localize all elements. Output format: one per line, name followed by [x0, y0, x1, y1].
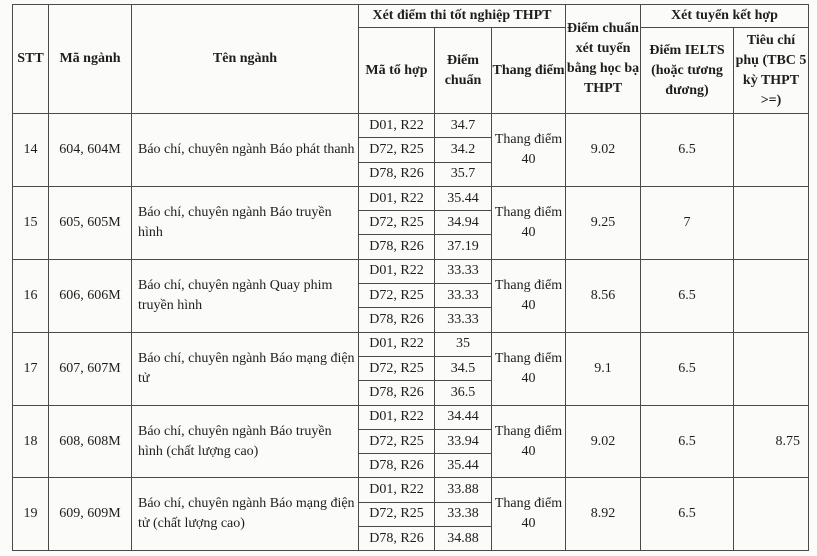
ten-nganh-cell: Báo chí, chuyên ngành Báo mạng điện tử (chất lượng cao) — [132, 478, 359, 551]
ma-to-hop-cell: D78, R26 — [359, 235, 435, 259]
ma-to-hop-cell: D01, R22 — [359, 186, 435, 210]
ma-nganh-cell: 609, 609M — [49, 478, 132, 551]
ielts-cell: 6.5 — [641, 259, 734, 332]
ma-nganh-cell: 604, 604M — [49, 114, 132, 187]
stt-cell: 14 — [13, 114, 49, 187]
thang-diem-cell: Thang điểm 40 — [492, 332, 566, 405]
diem-chuan-cell: 35.44 — [435, 454, 492, 478]
thang-diem-cell: Thang điểm 40 — [492, 405, 566, 478]
stt-cell: 17 — [13, 332, 49, 405]
ielts-cell: 7 — [641, 186, 734, 259]
header-group-thpt: Xét điểm thi tốt nghiệp THPT — [359, 5, 566, 28]
diem-chuan-cell: 33.94 — [435, 429, 492, 453]
diem-chuan-cell: 33.33 — [435, 308, 492, 332]
ma-to-hop-cell: D01, R22 — [359, 259, 435, 283]
diem-chuan-cell: 36.5 — [435, 381, 492, 405]
diem-chuan-cell: 33.38 — [435, 502, 492, 526]
ma-to-hop-cell: D01, R22 — [359, 114, 435, 138]
ma-to-hop-cell: D72, R25 — [359, 429, 435, 453]
hoc-ba-cell: 8.56 — [566, 259, 641, 332]
header-tieu-chi-phu: Tiêu chí phụ (TBC 5 kỳ THPT >=) — [734, 28, 809, 114]
tieu-chi-phu-cell — [734, 478, 809, 551]
header-ielts: Điểm IELTS (hoặc tương đương) — [641, 28, 734, 114]
ten-nganh-cell: Báo chí, chuyên ngành Báo mạng điện tử — [132, 332, 359, 405]
ten-nganh-cell: Báo chí, chuyên ngành Quay phim truyền hình — [132, 259, 359, 332]
stt-cell: 19 — [13, 478, 49, 551]
ma-to-hop-cell: D01, R22 — [359, 405, 435, 429]
tieu-chi-phu-cell — [734, 186, 809, 259]
table-row — [13, 332, 809, 356]
ten-nganh-cell: Báo chí, chuyên ngành Báo phát thanh — [132, 114, 359, 187]
tieu-chi-phu-cell — [734, 259, 809, 332]
diem-chuan-cell: 34.88 — [435, 527, 492, 551]
stt-cell: 18 — [13, 405, 49, 478]
table-row — [13, 478, 809, 502]
ielts-cell: 6.5 — [641, 405, 734, 478]
ma-to-hop-cell: D78, R26 — [359, 162, 435, 186]
ma-to-hop-cell: D72, R25 — [359, 356, 435, 380]
ma-to-hop-cell: D01, R22 — [359, 478, 435, 502]
diem-chuan-cell: 33.33 — [435, 259, 492, 283]
diem-chuan-cell: 34.44 — [435, 405, 492, 429]
ma-to-hop-cell: D78, R26 — [359, 308, 435, 332]
hoc-ba-cell: 9.02 — [566, 114, 641, 187]
ma-to-hop-cell: D78, R26 — [359, 454, 435, 478]
hoc-ba-cell: 8.92 — [566, 478, 641, 551]
ma-nganh-cell: 608, 608M — [49, 405, 132, 478]
tieu-chi-phu-cell: 8.75 — [734, 405, 809, 478]
ma-to-hop-cell: D72, R25 — [359, 284, 435, 308]
ma-to-hop-cell: D72, R25 — [359, 211, 435, 235]
stt-cell: 16 — [13, 259, 49, 332]
ielts-cell: 6.5 — [641, 332, 734, 405]
diem-chuan-cell: 35.44 — [435, 186, 492, 210]
ma-to-hop-cell: D78, R26 — [359, 527, 435, 551]
thang-diem-cell: Thang điểm 40 — [492, 478, 566, 551]
header-thang-diem: Thang điểm — [492, 28, 566, 114]
header-ten-nganh: Tên ngành — [132, 5, 359, 114]
thang-diem-cell: Thang điểm 40 — [492, 259, 566, 332]
header-group-ket-hop: Xét tuyển kết hợp — [641, 5, 809, 28]
hoc-ba-cell: 9.25 — [566, 186, 641, 259]
ma-nganh-cell: 605, 605M — [49, 186, 132, 259]
table-body — [13, 114, 809, 551]
diem-chuan-cell: 34.2 — [435, 138, 492, 162]
admission-score-table — [12, 4, 809, 551]
header-ma-nganh: Mã ngành — [49, 5, 132, 114]
header-diem-chuan: Điểm chuẩn — [435, 28, 492, 114]
ielts-cell: 6.5 — [641, 114, 734, 187]
ma-to-hop-cell: D78, R26 — [359, 381, 435, 405]
header-hoc-ba: Điểm chuẩn xét tuyển bằng học bạ THPT — [566, 5, 641, 114]
diem-chuan-cell: 34.94 — [435, 211, 492, 235]
ielts-cell: 6.5 — [641, 478, 734, 551]
tieu-chi-phu-cell — [734, 114, 809, 187]
table-row — [13, 114, 809, 138]
ten-nganh-cell: Báo chí, chuyên ngành Báo truyền hình — [132, 186, 359, 259]
diem-chuan-cell: 35 — [435, 332, 492, 356]
ten-nganh-cell: Báo chí, chuyên ngành Báo truyền hình (chất lượng cao) — [132, 405, 359, 478]
ma-to-hop-cell: D01, R22 — [359, 332, 435, 356]
diem-chuan-cell: 33.33 — [435, 284, 492, 308]
ma-nganh-cell: 606, 606M — [49, 259, 132, 332]
table-row — [13, 186, 809, 210]
tieu-chi-phu-cell — [734, 332, 809, 405]
hoc-ba-cell: 9.1 — [566, 332, 641, 405]
diem-chuan-cell: 34.7 — [435, 114, 492, 138]
hoc-ba-cell: 9.02 — [566, 405, 641, 478]
diem-chuan-cell: 34.5 — [435, 356, 492, 380]
ma-nganh-cell: 607, 607M — [49, 332, 132, 405]
header-stt: STT — [13, 5, 49, 114]
header-ma-to-hop: Mã tổ hợp — [359, 28, 435, 114]
diem-chuan-cell: 35.7 — [435, 162, 492, 186]
table-row — [13, 405, 809, 429]
ma-to-hop-cell: D72, R25 — [359, 502, 435, 526]
thang-diem-cell: Thang điểm 40 — [492, 186, 566, 259]
thang-diem-cell: Thang điểm 40 — [492, 114, 566, 187]
ma-to-hop-cell: D72, R25 — [359, 138, 435, 162]
diem-chuan-cell: 37.19 — [435, 235, 492, 259]
table-row — [13, 259, 809, 283]
stt-cell: 15 — [13, 186, 49, 259]
diem-chuan-cell: 33.88 — [435, 478, 492, 502]
